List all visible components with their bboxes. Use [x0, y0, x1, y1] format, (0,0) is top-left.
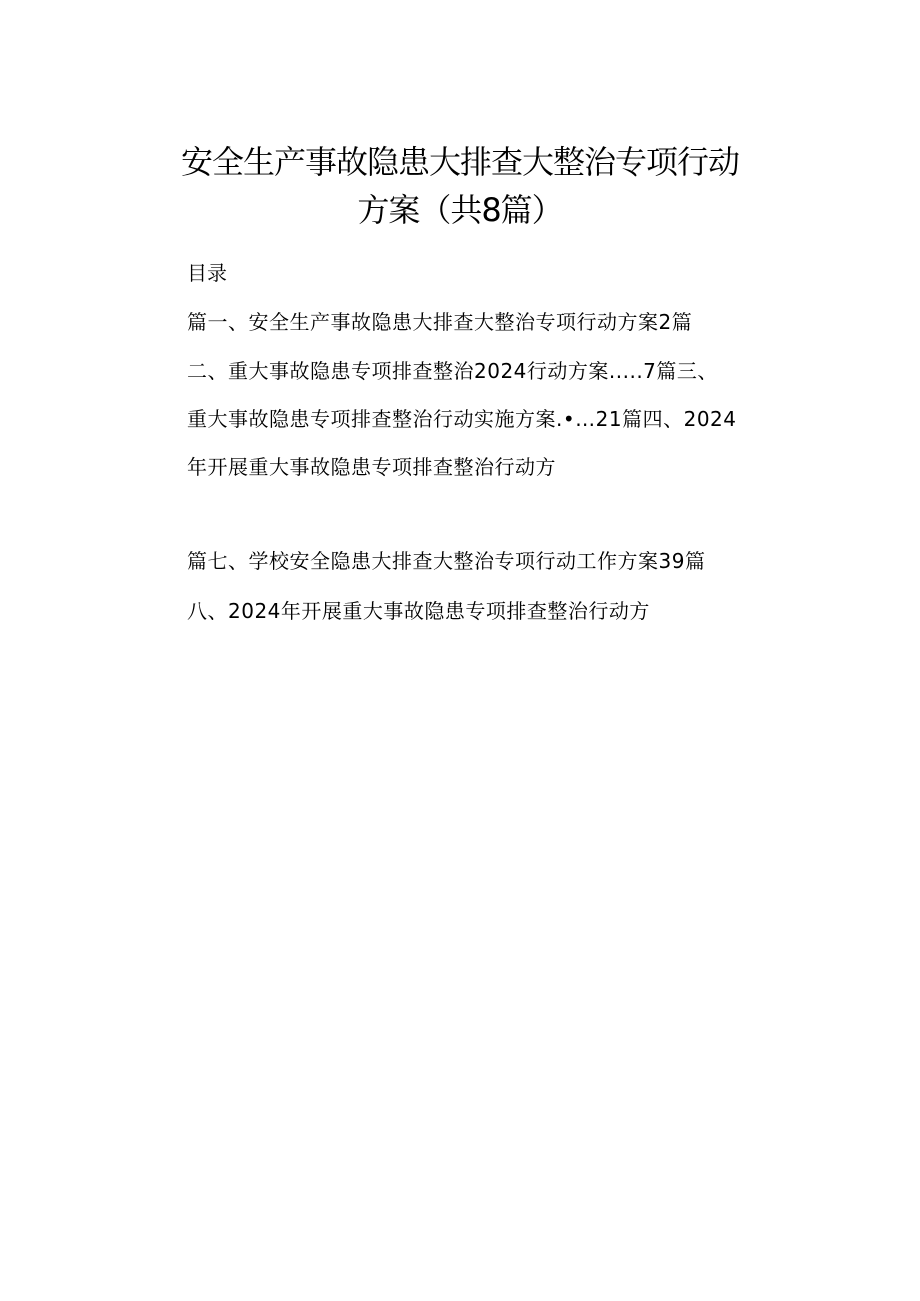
toc-line: 年开展重大事故隐患专项排查整治行动方: [187, 455, 556, 479]
toc-line: 篇一、安全生产事故隐患大排查大整治专项行动方案2篇: [187, 310, 693, 334]
document-title-line-1: 安全生产事故隐患大排查大整治专项行动: [180, 143, 739, 181]
toc-line: 二、重大事故隐患专项排查整治2024行动方案.....7篇三、: [187, 359, 718, 383]
toc-heading: 目录: [187, 261, 227, 285]
toc-line: 八、2024年开展重大事故隐患专项排查整治行动方: [187, 599, 650, 623]
toc-line: 重大事故隐患专项排查整治行动实施方案.•…21篇四、2024: [187, 407, 737, 431]
toc-line: 篇七、学校安全隐患大排查大整治专项行动工作方案39篇: [187, 549, 706, 573]
document-title-line-2: 方案（共8篇）: [357, 191, 563, 229]
